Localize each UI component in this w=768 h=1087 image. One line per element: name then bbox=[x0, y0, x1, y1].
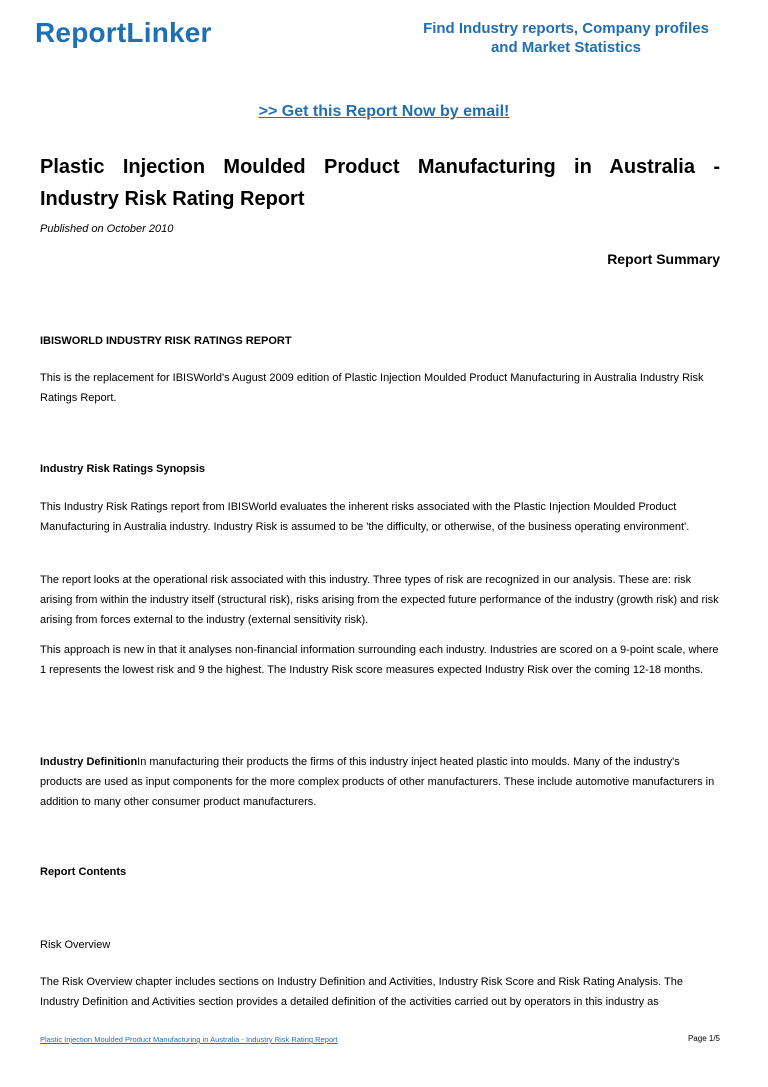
report-title bbox=[40, 151, 720, 215]
published-date: Published on October 2010 bbox=[40, 223, 174, 235]
ratings-heading bbox=[40, 331, 724, 351]
industry-definition-label: Industry Definition bbox=[40, 756, 138, 768]
report-contents-heading-text: Report Contents bbox=[40, 866, 127, 878]
industry-definition bbox=[40, 752, 724, 812]
risk-overview-paragraph bbox=[40, 972, 724, 1012]
tagline-line-2: and Market Statistics bbox=[490, 39, 642, 56]
report-contents-heading bbox=[40, 862, 724, 882]
risk-overview-heading-text: Risk Overview bbox=[40, 939, 111, 951]
tagline-line-1: Find Industry reports, Company profiles bbox=[423, 20, 709, 37]
report-title-line-1: Plastic Injection Moulded Product Manufacturing in Australia - bbox=[40, 156, 720, 178]
footer-report-link[interactable]: Plastic Injection Moulded Product Manufacturing in Australia - Industry Risk Rating Report bbox=[40, 1035, 338, 1044]
industry-definition-text: In manufacturing their products the firms of this industry inject heated plastic into moulds. Many of the industry's products are used as input components for the more complex products of other manufacturers. These include automotive manufacturers in addition to many other consumer product manufacturers. bbox=[40, 756, 715, 808]
synopsis-text-3: This approach is new in that it analyses non-financial information surrounding each industry. Industries are scored on a 9-point scale, where 1 represents the lowest risk and 9 the highest. The Industry Risk score measures expected Industry Risk over the coming 12-18 months. bbox=[40, 644, 719, 676]
report-summary-heading: Report Summary bbox=[607, 251, 720, 267]
replacement-text: This is the replacement for IBISWorld's August 2009 edition of Plastic Injection Moulded Product Manufacturing in Australia Industry Risk Ratings Report. bbox=[40, 372, 704, 404]
synopsis-text-2: The report looks at the operational risk associated with this industry. Three types of risk are recognized in our analysis. These are: risk arising from within the industry itself (structural risk), risks arising from the expected future performance of the industry (growth risk) and risk arising from forces external to the industry (external sensitivity risk). bbox=[40, 574, 719, 626]
page-number: Page 1/5 bbox=[687, 1034, 720, 1043]
industry-definition-paragraph bbox=[40, 752, 724, 812]
synopsis-heading bbox=[40, 459, 724, 479]
synopsis-paragraph-2 bbox=[40, 570, 724, 630]
risk-overview-heading bbox=[40, 935, 724, 955]
synopsis-paragraph-1 bbox=[40, 497, 724, 537]
synopsis-text-1: This Industry Risk Ratings report from IBISWorld evaluates the inherent risks associated with the Plastic Injection Moulded Product Manufacturing in Australia industry. Industry Risk is assumed to be 'the difficulty, or otherwise, of the business operating environment'. bbox=[40, 501, 690, 533]
synopsis-heading-text: Industry Risk Ratings Synopsis bbox=[40, 463, 206, 475]
synopsis-paragraph-3 bbox=[40, 640, 724, 680]
report-title-line-2: Industry Risk Rating Report bbox=[40, 188, 305, 210]
get-report-link-container bbox=[0, 103, 768, 121]
get-report-email-link[interactable]: >> Get this Report Now by email! bbox=[258, 103, 510, 120]
reportlinker-logo[interactable]: ReportLinker bbox=[35, 17, 212, 48]
replacement-paragraph bbox=[40, 368, 724, 408]
ratings-heading-text: IBISWORLD INDUSTRY RISK RATINGS REPORT bbox=[40, 335, 292, 347]
header-tagline bbox=[400, 19, 732, 57]
risk-overview-text: The Risk Overview chapter includes sections on Industry Definition and Activities, Industry Risk Score and Risk Rating Analysis. The Industry Definition and Activities section provides a detailed definition of the activities carried out by operators in this industry as bbox=[40, 976, 683, 1008]
